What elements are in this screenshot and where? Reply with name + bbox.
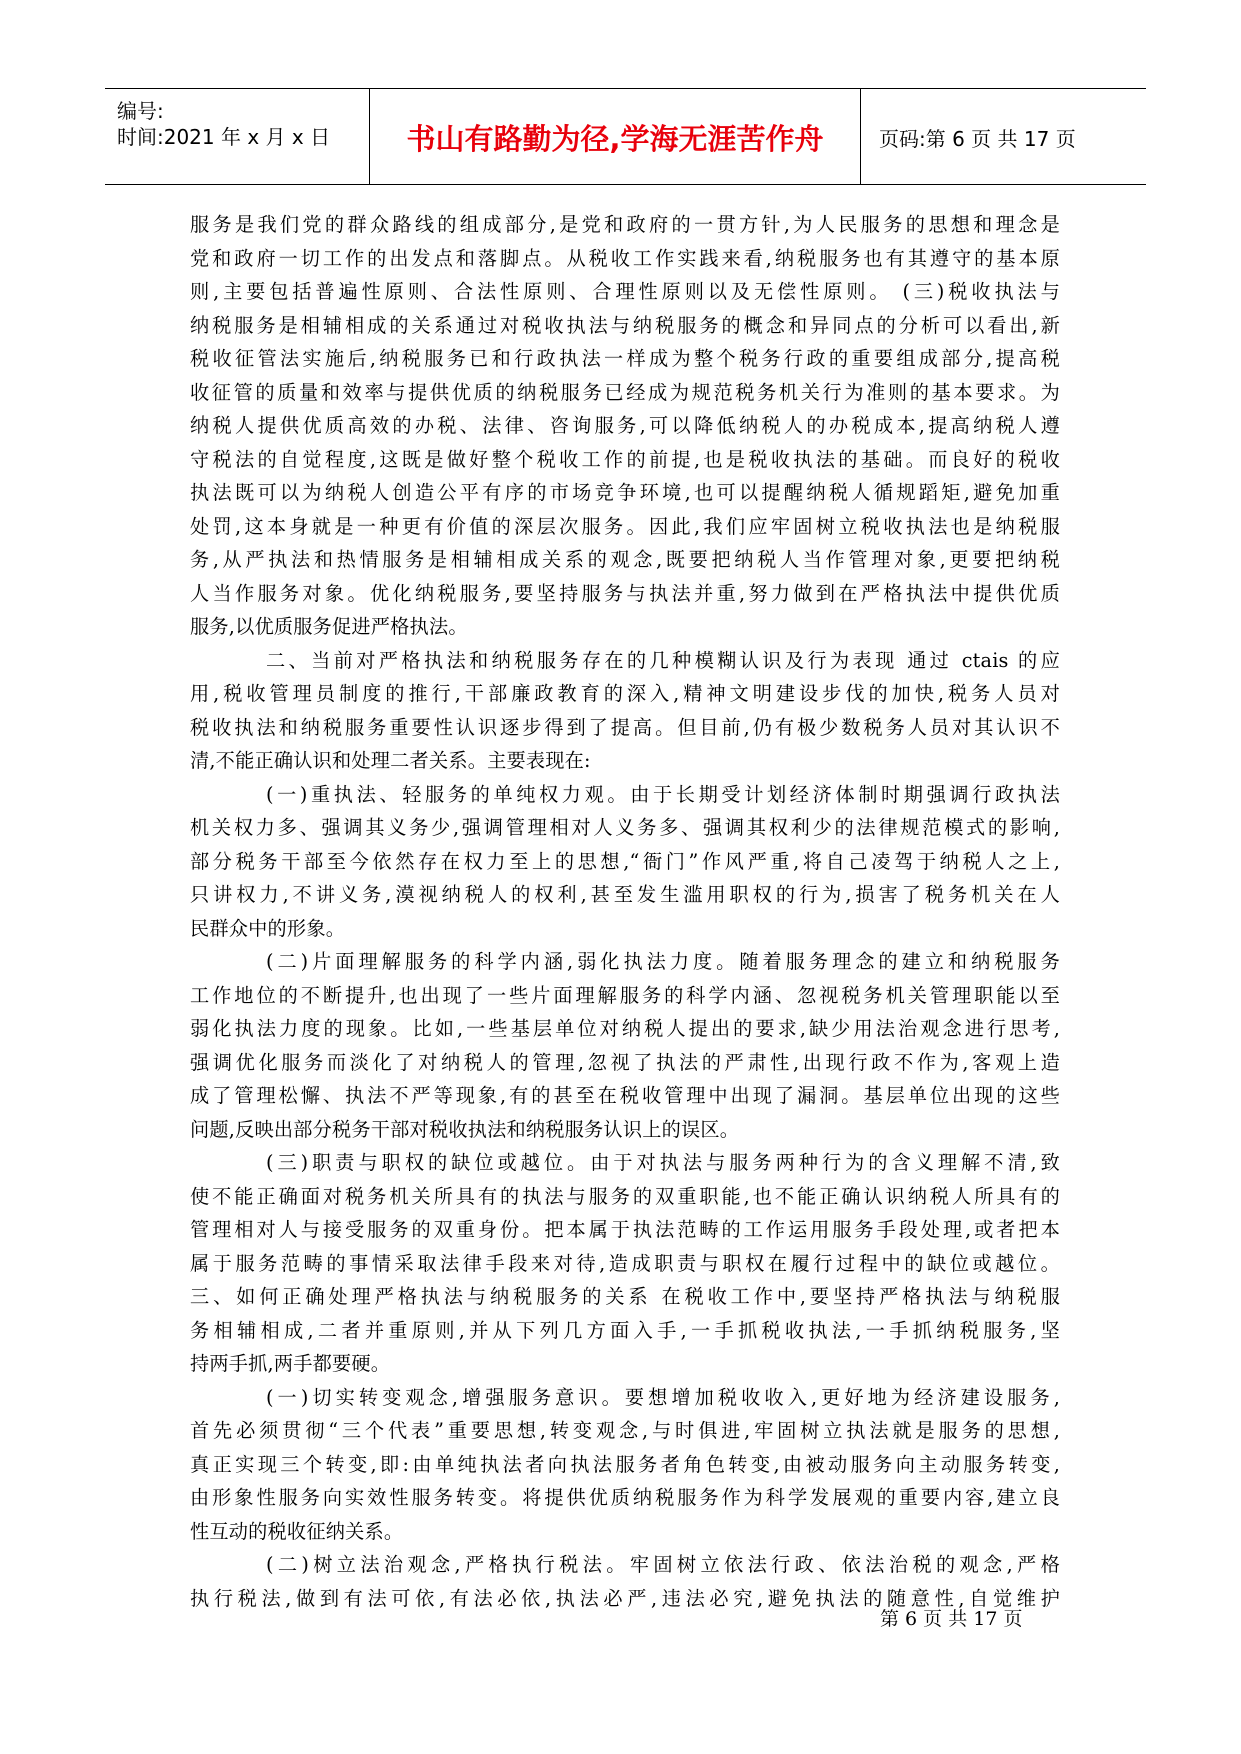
section-heading-line: 二、当前对严格执法和纳税服务存在的几种模糊认识及行为表现 通过 ctais 的应: [266, 648, 1060, 672]
text-line: 成了管理松懈、执法不严等现象,有的甚至在税收管理中出现了漏洞。基层单位出现的这些: [190, 1084, 1060, 1107]
text-line: 执行税法,做到有法可依,有法必依,执法必严,违法必究,避免执法的随意性,自觉维护: [190, 1586, 1060, 1610]
text-line: 用,税收管理员制度的推行,干部廉政教育的深入,精神文明建设步伐的加快,税务人员对: [190, 682, 1060, 705]
text-line: 机关权力多、强调其义务少,强调管理相对人义务多、强调其权利少的法律规范模式的影响,: [190, 816, 1060, 839]
text-line: (一)切实转变观念,增强服务意识。要想增加税收收入,更好地为经济建设服务,: [266, 1385, 1060, 1409]
text-line: 管理相对人与接受服务的双重身份。把本属于执法范畴的工作运用服务手段处理,或者把本: [190, 1218, 1060, 1241]
text-line: 强调优化服务而淡化了对纳税人的管理,忽视了执法的严肃性,出现行政不作为,客观上造: [190, 1050, 1060, 1074]
text-line: 纳税人提供优质高效的办税、法律、咨询服务,可以降低纳税人的办税成本,提高纳税人遵: [190, 414, 1060, 437]
header-left-cell: [105, 89, 369, 184]
text-line: 则,主要包括普遍性原则、合法性原则、合理性原则以及无偿性原则。 (三)税收执法与: [190, 280, 1060, 303]
text-line: 税收征管法实施后,纳税服务已和行政执法一样成为整个税务行政的重要组成部分,提高税: [190, 347, 1060, 370]
footer-page-number: 第 6 页 共 17 页: [880, 1608, 1023, 1630]
text-line: 只讲权力,不讲义务,漠视纳税人的权利,甚至发生滥用职权的行为,损害了税务机关在人: [190, 883, 1060, 906]
text-line: 人当作服务对象。优化纳税服务,要坚持服务与执法并重,努力做到在严格执法中提供优质: [190, 581, 1060, 605]
text-line: 性互动的税收征纳关系。: [190, 1519, 404, 1543]
text-line: 持两手抓,两手都要硬。: [190, 1352, 391, 1375]
header-table: [105, 88, 1146, 185]
header-middle-cell: [369, 89, 861, 184]
document-time-label: 时间:2021 年 x 月 x 日: [117, 125, 331, 149]
text-line: (三)职责与职权的缺位或越位。由于对执法与服务两种行为的含义理解不清,致: [266, 1151, 1060, 1174]
text-line: 收征管的质量和效率与提供优质的纳税服务已经成为规范税务机关行为准则的基本要求。为: [190, 380, 1060, 404]
text-line: 税收执法和纳税服务重要性认识逐步得到了提高。但目前,仍有极少数税务人员对其认识不: [190, 715, 1060, 739]
text-line: 务相辅相成,二者并重原则,并从下列几方面入手,一手抓税收执法,一手抓纳税服务,坚: [190, 1318, 1060, 1342]
text-line: 属于服务范畴的事情采取法律手段来对待,造成职责与职权在履行过程中的缺位或越位。: [190, 1251, 1060, 1275]
text-line: 服务是我们党的群众路线的组成部分,是党和政府的一贯方针,为人民服务的思想和理念是: [190, 213, 1060, 236]
text-line: 守税法的自觉程度,这既是做好整个税收工作的前提,也是税收执法的基础。而良好的税收: [190, 447, 1060, 471]
text-line: (二)片面理解服务的科学内涵,弱化执法力度。随着服务理念的建立和纳税服务: [266, 950, 1060, 973]
text-line: 问题,反映出部分税务干部对税收执法和纳税服务认识上的误区。: [190, 1117, 740, 1141]
text-line: 使不能正确面对税务机关所具有的执法与服务的双重职能,也不能正确认识纳税人所具有的: [190, 1184, 1060, 1208]
text-line: 服务,以优质服务促进严格执法。: [190, 615, 468, 638]
text-line: 处罚,这本身就是一种更有价值的深层次服务。因此,我们应牢固树立税收执法也是纳税服: [190, 514, 1060, 538]
section-heading-line: 三、如何正确处理严格执法与纳税服务的关系 在税收工作中,要坚持严格执法与纳税服: [190, 1285, 1060, 1308]
header-motto: 书山有路勤为径,学海无涯苦作舟: [406, 122, 824, 156]
text-line: 纳税服务是相辅相成的关系通过对税收执法与纳税服务的概念和异同点的分析可以看出,新: [190, 313, 1060, 337]
text-line: 务,从严执法和热情服务是相辅相成关系的观念,既要把纳税人当作管理对象,更要把纳税: [190, 548, 1060, 571]
text-line: (二)树立法治观念,严格执行税法。牢固树立依法行政、依法治税的观念,严格: [266, 1553, 1060, 1576]
text-line: 首先必须贯彻“三个代表”重要思想,转变观念,与时俱进,牢固树立执法就是服务的思想,: [190, 1419, 1060, 1442]
header-right-cell: [861, 89, 1146, 184]
text-line: 工作地位的不断提升,也出现了一些片面理解服务的科学内涵、忽视税务机关管理职能以至: [190, 983, 1060, 1007]
text-line: (一)重执法、轻服务的单纯权力观。由于长期受计划经济体制时期强调行政执法: [266, 782, 1060, 806]
document-body: [190, 208, 1060, 1615]
text-line: 弱化执法力度的现象。比如,一些基层单位对纳税人提出的要求,缺少用法治观念进行思考,: [190, 1017, 1060, 1040]
text-line: 党和政府一切工作的出发点和落脚点。从税收工作实践来看,纳税服务也有其遵守的基本原: [190, 246, 1060, 270]
text-line: 执法既可以为纳税人创造公平有序的市场竞争环境,也可以提醒纳税人循规蹈矩,避免加重: [190, 481, 1060, 504]
text-line: 部分税务干部至今依然存在权力至上的思想,“衙门”作风严重,将自己凌驾于纳税人之上,: [190, 849, 1060, 873]
text-line: 真正实现三个转变,即:由单纯执法者向执法服务者角色转变,由被动服务向主动服务转变,: [190, 1452, 1060, 1476]
document-number-label: 编号:: [117, 99, 164, 123]
text-line: 由形象性服务向实效性服务转变。将提供优质纳税服务作为科学发展观的重要内容,建立良: [190, 1486, 1060, 1509]
header-page-label: 页码:第 6 页 共 17 页: [879, 127, 1076, 151]
text-line: 清,不能正确认识和处理二者关系。主要表现在:: [190, 749, 591, 772]
text-line: 民群众中的形象。: [190, 916, 346, 940]
